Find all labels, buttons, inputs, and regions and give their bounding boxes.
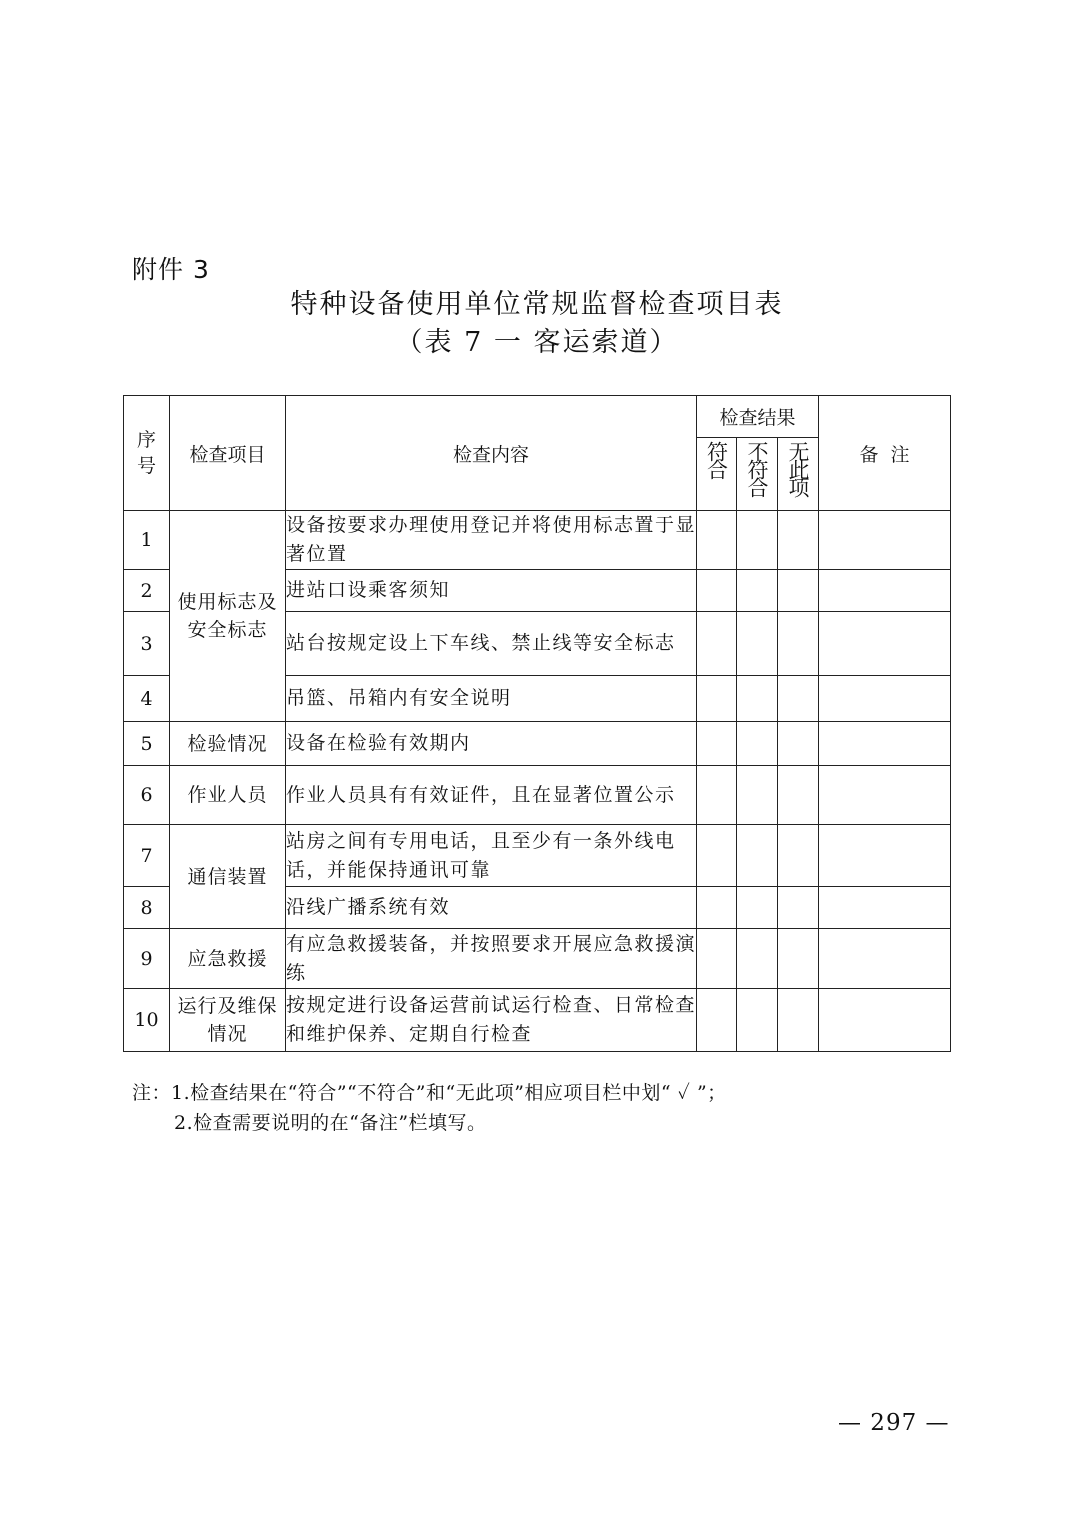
page-number: — 297 — [838, 1410, 950, 1436]
conform-cell[interactable] [697, 766, 737, 825]
header-conform-label: 符合 [704, 441, 729, 477]
row-number: 5 [124, 722, 170, 766]
table-row [124, 511, 951, 570]
remark-cell[interactable] [819, 511, 951, 570]
nonconform-cell[interactable] [737, 766, 778, 825]
conform-cell[interactable] [697, 570, 737, 612]
header-result: 检查结果 [697, 396, 819, 438]
header-seq-label: 序号 [136, 429, 156, 477]
row-content: 进站口设乘客须知 [286, 570, 697, 612]
header-conform [697, 438, 737, 511]
page-subtitle: （表 7 一 客运索道） [395, 327, 679, 358]
nonconform-cell[interactable] [737, 612, 778, 676]
row-content: 站台按规定设上下车线、禁止线等安全标志 [286, 612, 697, 676]
na-cell[interactable] [778, 887, 819, 929]
na-cell[interactable] [778, 825, 819, 887]
remark-cell[interactable] [819, 676, 951, 722]
row-content: 吊篮、吊箱内有安全说明 [286, 676, 697, 722]
row-content: 沿线广播系统有效 [286, 887, 697, 929]
footnote-2: 2.检查需要说明的在“备注”栏填写。 [174, 1112, 487, 1134]
na-cell[interactable] [778, 570, 819, 612]
table-row [124, 766, 951, 825]
row-number: 2 [124, 570, 170, 612]
row-number: 10 [124, 989, 170, 1052]
row-number: 6 [124, 766, 170, 825]
header-nonconform [737, 438, 778, 511]
row-number: 7 [124, 825, 170, 887]
na-cell[interactable] [778, 929, 819, 989]
conform-cell[interactable] [697, 887, 737, 929]
remark-cell[interactable] [819, 612, 951, 676]
remark-cell[interactable] [819, 722, 951, 766]
na-cell[interactable] [778, 722, 819, 766]
table-row [124, 722, 951, 766]
nonconform-cell[interactable] [737, 570, 778, 612]
inspection-table [123, 395, 951, 1052]
na-cell[interactable] [778, 766, 819, 825]
table-header-row [124, 396, 951, 438]
remark-cell[interactable] [819, 825, 951, 887]
conform-cell[interactable] [697, 989, 737, 1052]
item-inspection: 检验情况 [170, 722, 286, 766]
conform-cell[interactable] [697, 722, 737, 766]
na-cell[interactable] [778, 612, 819, 676]
footnote-1: 注：1.检查结果在“符合”“不符合”和“无此项”相应项目栏中划“ ✓ ”； [132, 1082, 727, 1104]
row-number: 8 [124, 887, 170, 929]
item-staff: 作业人员 [170, 766, 286, 825]
table-row [124, 929, 951, 989]
header-item: 检查项目 [170, 396, 286, 511]
footnotes [132, 1078, 727, 1138]
row-content: 站房之间有专用电话，且至少有一条外线电话，并能保持通讯可靠 [286, 825, 697, 887]
conform-cell[interactable] [697, 825, 737, 887]
nonconform-cell[interactable] [737, 676, 778, 722]
conform-cell[interactable] [697, 929, 737, 989]
header-na-label: 无此项 [786, 441, 810, 495]
row-number: 9 [124, 929, 170, 989]
na-cell[interactable] [778, 511, 819, 570]
table-row [124, 989, 951, 1052]
header-seq [124, 396, 170, 511]
row-content: 有应急救援装备，并按照要求开展应急救援演练 [286, 929, 697, 989]
item-comms: 通信装置 [170, 825, 286, 929]
row-number: 3 [124, 612, 170, 676]
nonconform-cell[interactable] [737, 511, 778, 570]
table-row [124, 825, 951, 887]
item-maintenance: 运行及维保情况 [170, 989, 286, 1052]
header-remark: 备 注 [819, 396, 951, 511]
conform-cell[interactable] [697, 612, 737, 676]
item-rescue: 应急救援 [170, 929, 286, 989]
remark-cell[interactable] [819, 766, 951, 825]
remark-cell[interactable] [819, 989, 951, 1052]
remark-cell[interactable] [819, 887, 951, 929]
page-title: 特种设备使用单位常规监督检查项目表 [290, 289, 784, 320]
nonconform-cell[interactable] [737, 887, 778, 929]
nonconform-cell[interactable] [737, 989, 778, 1052]
header-content: 检查内容 [286, 396, 697, 511]
remark-cell[interactable] [819, 570, 951, 612]
row-content: 作业人员具有有效证件，且在显著位置公示 [286, 766, 697, 825]
nonconform-cell[interactable] [737, 825, 778, 887]
row-content: 设备在检验有效期内 [286, 722, 697, 766]
na-cell[interactable] [778, 676, 819, 722]
item-signs: 使用标志及安全标志 [170, 511, 286, 722]
conform-cell[interactable] [697, 676, 737, 722]
remark-cell[interactable] [819, 929, 951, 989]
header-na [778, 438, 819, 511]
row-number: 4 [124, 676, 170, 722]
na-cell[interactable] [778, 989, 819, 1052]
row-content: 设备按要求办理使用登记并将使用标志置于显著位置 [286, 511, 697, 570]
nonconform-cell[interactable] [737, 929, 778, 989]
row-number: 1 [124, 511, 170, 570]
header-nonconform-label: 不符合 [745, 441, 769, 495]
conform-cell[interactable] [697, 511, 737, 570]
row-content: 按规定进行设备运营前试运行检查、日常检查和维护保养、定期自行检查 [286, 989, 697, 1052]
annex-label: 附件 3 [132, 255, 210, 284]
nonconform-cell[interactable] [737, 722, 778, 766]
